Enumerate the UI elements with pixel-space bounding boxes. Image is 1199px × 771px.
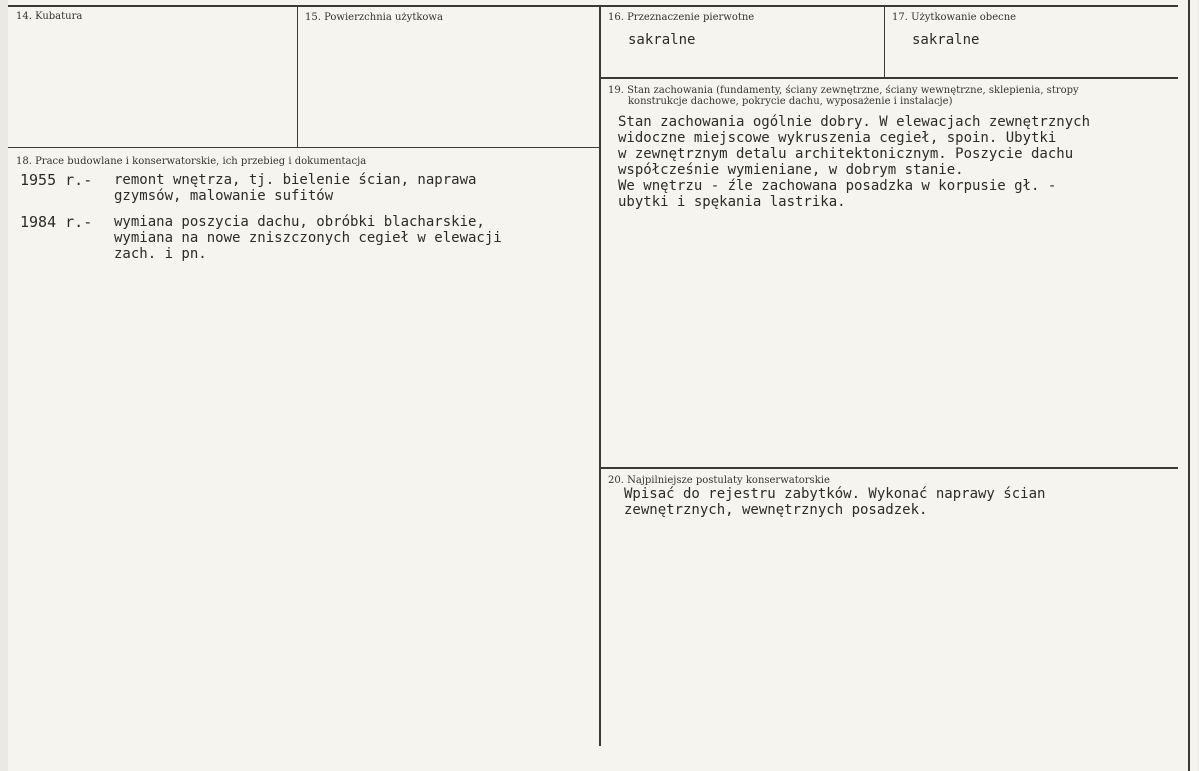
condition-line: współcześnie wymieniane, w dobrym stanie. (618, 162, 964, 178)
postulate-line: zewnętrznych, wewnętrznych posadzek. (624, 502, 928, 518)
field-16-value: sakralne (628, 32, 696, 48)
entry-1955 (20, 172, 595, 206)
postulate-line: Wpisać do rejestru zabytków. Wykonać naprawy ścian (624, 486, 1046, 502)
condition-line: We wnętrzu - źle zachowana posadzka w korpusie gł. - (618, 178, 1057, 194)
field-20-text (624, 486, 1184, 526)
entry-year: 1984 r.- (20, 213, 93, 231)
rule-below-14-15 (8, 147, 600, 148)
right-border (1188, 0, 1190, 771)
field-17-label: 17. Użytkowanie obecne (892, 12, 1017, 23)
entry-1984 (20, 214, 595, 264)
condition-line: widoczne miejscowe wykruszenia cegieł, spoin. Ubytki (618, 130, 1057, 146)
field-15-label: 15. Powierzchnia użytkowa (305, 12, 443, 23)
field-14-label: 14. Kubatura (16, 11, 83, 22)
divider-16-17 (884, 6, 885, 77)
entry-line: wymiana poszycia dachu, obróbki blacharskie, (114, 214, 485, 230)
entry-line: remont wnętrza, tj. bielenie ścian, naprawa (114, 172, 477, 188)
condition-line: w zewnętrznym detalu architektonicznym. Poszycie dachu (618, 146, 1074, 162)
main-column-divider (599, 6, 601, 746)
top-border (8, 5, 1178, 7)
entry-year: 1955 r.- (20, 171, 93, 189)
field-20-label: 20. Najpilniejsze postulaty konserwatorskie (608, 475, 830, 486)
entry-line: wymiana na nowe zniszczonych cegieł w elewacji (114, 230, 502, 246)
field-19-label-line1: 19. Stan zachowania (fundamenty, ściany zewnętrzne, ściany wewnętrzne, sklepienia, stropy (608, 85, 1079, 96)
field-16-label: 16. Przeznaczenie pierwotne (608, 12, 755, 23)
field-19-label-line2: konstrukcje dachowe, pokrycie dachu, wyposażenie i instalacje) (628, 96, 953, 107)
field-17-value: sakralne (912, 32, 980, 48)
divider-14-15 (297, 6, 298, 147)
entry-line: zach. i pn. (114, 246, 207, 262)
entry-line: gzymsów, malowanie sufitów (114, 188, 334, 204)
field-18-label: 18. Prace budowlane i konserwatorskie, ich przebieg i dokumentacja (16, 156, 367, 167)
field-19-text (618, 114, 1183, 214)
condition-line: Stan zachowania ogólnie dobry. W elewacjach zewnętrznych (618, 114, 1091, 130)
condition-line: ubytki i spękania lastrika. (618, 194, 846, 210)
inventory-card (8, 0, 1198, 771)
field-18-entries (20, 172, 595, 292)
rule-above-20 (600, 467, 1178, 469)
rule-below-16-17 (600, 77, 1178, 79)
